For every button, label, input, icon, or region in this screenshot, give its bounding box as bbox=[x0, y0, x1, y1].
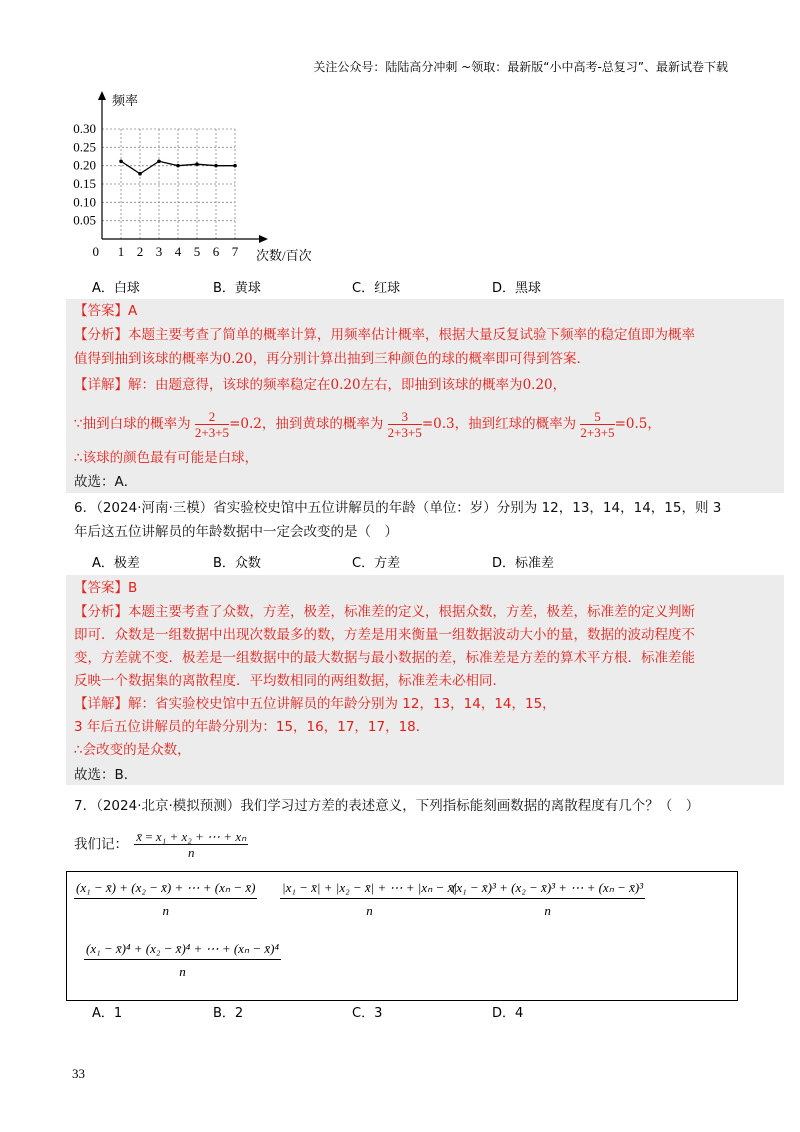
fraction-yellow: $\frac{3}{2+3+5}$ bbox=[387, 408, 422, 440]
option-b: B．黄球 bbox=[213, 281, 261, 296]
q6-detail-line3: ∴会改变的是众数， bbox=[74, 742, 191, 758]
page-number: 33 bbox=[72, 1066, 85, 1081]
y-tick-label: 0.05 bbox=[73, 212, 96, 228]
mean-formula: $\frac{\text{x̄ = x₁ + x₂ + ⋯ + xₙ}}{n}$ bbox=[136, 829, 247, 860]
data-point bbox=[176, 164, 180, 168]
origin-label: 0 bbox=[92, 244, 99, 259]
frequency-line bbox=[121, 161, 235, 173]
x-tick-label: 7 bbox=[231, 244, 239, 259]
y-tick-label: 0.10 bbox=[73, 194, 96, 210]
q7-stem: 7．（2024·北京·模拟预测）我们学习过方差的表述意义，下列指标能刻画数据的离散程度有几个？（ ） bbox=[74, 798, 700, 814]
formula-3: $\frac{\text{(x₁ − x̄)³ + (x₂ − x̄)³ + ⋯ + (xₙ − x̄)³}}{n}$ bbox=[452, 880, 644, 918]
q7-mean-note: 我们记： $\frac{\text{x̄ = x₁ + x₂ + ⋯ + xₙ}}{n}$ bbox=[74, 829, 247, 860]
q5-calculation: ∵抽到白球的概率为 $\frac{2}{2+3+5}$ =0.2，抽到黄球的概率为 $\frac{3}{2+3+5}$ =0.3，抽到红球的概率为 $\frac{5}{2+3+5}$ =0.5， bbox=[74, 408, 661, 440]
option-a: A．白球 bbox=[92, 281, 140, 296]
q6-analysis-line2: 即可．众数是一组数据中出现次数最多的数，方差是用来衡量一组数据波动大小的量，数据的波动程度不 bbox=[74, 627, 695, 643]
x-tick-label: 5 bbox=[193, 244, 201, 259]
data-point bbox=[119, 159, 123, 163]
option-c: C．红球 bbox=[352, 281, 401, 296]
option-a: A．1 bbox=[92, 1006, 123, 1021]
formula-4: $\frac{\text{(x₁ − x̄)⁴ + (x₂ − x̄)⁴ + ⋯ + (xₙ − x̄)⁴}}{n}$ bbox=[86, 941, 280, 979]
q6-choose: 故选：B． bbox=[74, 767, 138, 783]
fraction-white: $\frac{2}{2+3+5}$ bbox=[194, 408, 230, 440]
q6-analysis-line3: 变，方差就不变．极差是一组数据中的最大数据与最小数据的差，标准差是方差的算术平方根．标准差能 bbox=[74, 650, 695, 666]
option-b: B．众数 bbox=[213, 556, 261, 571]
y-tick-label: 0.25 bbox=[73, 139, 96, 155]
q6-answer: 【答案】B bbox=[74, 580, 138, 596]
q6-analysis-line1: 【分析】本题主要考查了众数，方差，极差，标准差的定义，根据众数，方差，极差，标准差的定义判断 bbox=[74, 604, 695, 620]
data-point bbox=[233, 164, 237, 168]
option-d: D．4 bbox=[492, 1006, 524, 1021]
x-tick-label: 2 bbox=[136, 244, 144, 259]
frequency-line-chart bbox=[60, 88, 330, 273]
q6-detail-line2: 3 年后五位讲解员的年龄分别为：15，16，17，17，18． bbox=[74, 719, 430, 735]
option-b: B．2 bbox=[213, 1006, 244, 1021]
q5-choose: 故选：A． bbox=[74, 474, 138, 490]
data-point bbox=[214, 164, 218, 168]
page-header: 关注公众号：陆陆高分冲刺 ~领取：最新版“小中高考-总复习”、最新试卷下载 bbox=[313, 60, 728, 74]
q6-stem-line1: 6．（2024·河南·三模）省实验校史馆中五位讲解员的年龄（单位：岁）分别为 12，13，14，14，15，则 3 bbox=[74, 500, 722, 516]
x-axis-arrow bbox=[259, 235, 268, 243]
option-c: C．方差 bbox=[352, 556, 401, 571]
option-a: A．极差 bbox=[92, 556, 140, 571]
fraction-red: $\frac{5}{2+3+5}$ bbox=[580, 408, 615, 440]
q5-conclusion: ∴该球的颜色最有可能是白球， bbox=[74, 450, 259, 466]
y-axis-label: 频率 bbox=[112, 94, 139, 109]
q5-detail-line1: 【详解】解：由题意得，该球的频率稳定在0.20左右，即抽到该球的概率为0.20， bbox=[74, 377, 567, 393]
q6-detail-line1: 【详解】解：省实验校史馆中五位讲解员的年龄分别为 12，13，14，14，15， bbox=[74, 696, 556, 712]
x-tick-label: 1 bbox=[117, 244, 125, 259]
x-tick-label: 4 bbox=[174, 244, 182, 259]
data-point bbox=[157, 159, 161, 163]
q5-analysis-line2: 值得到抽到该球的概率为0.20，再分别计算出抽到三种颜色的球的概率即可得到答案． bbox=[74, 351, 591, 367]
y-tick-label: 0.30 bbox=[73, 121, 96, 136]
y-tick-label: 0.20 bbox=[73, 157, 96, 173]
option-d: D．黑球 bbox=[492, 281, 542, 296]
option-d: D．标准差 bbox=[492, 556, 555, 571]
q5-analysis-line1: 【分析】本题主要考查了简单的概率计算，用频率估计概率，根据大量反复试验下频率的稳定值即为概率 bbox=[74, 327, 695, 343]
q5-answer: 【答案】A bbox=[74, 303, 138, 319]
formula-1: $\frac{\text{(x₁ − x̄) + (x₂ − x̄) + ⋯ + (xₙ − x̄)}}{n}$ bbox=[76, 880, 256, 918]
x-axis-label: 次数/百次 bbox=[256, 248, 312, 263]
x-tick-label: 6 bbox=[212, 244, 220, 259]
data-point bbox=[195, 162, 199, 166]
q6-stem-line2: 年后这五位讲解员的年龄数据中一定会改变的是（ ） bbox=[74, 524, 398, 540]
formula-2: $\frac{\text{|x₁ − x̄| + |x₂ − x̄| + ⋯ + |xₙ − x̄|}}{n}$ bbox=[282, 880, 457, 918]
y-tick-label: 0.15 bbox=[73, 176, 96, 191]
data-point bbox=[138, 172, 142, 176]
y-axis-arrow bbox=[98, 91, 106, 100]
q6-analysis-line4: 反映一个数据集的离散程度．平均数相同的两组数据，标准差未必相同． bbox=[74, 673, 506, 689]
option-c: C．3 bbox=[352, 1006, 383, 1021]
x-tick-label: 3 bbox=[155, 244, 163, 259]
